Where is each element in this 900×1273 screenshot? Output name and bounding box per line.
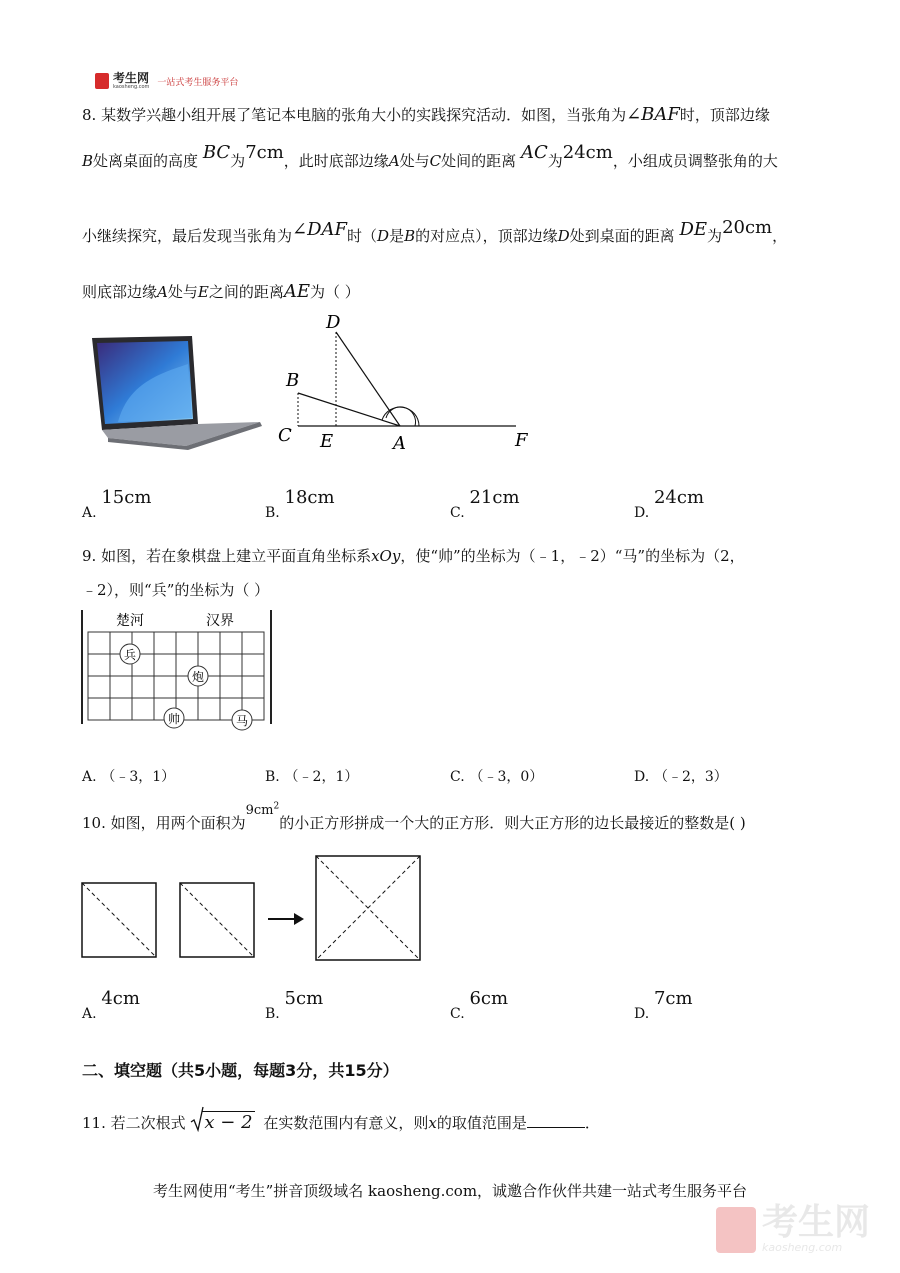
option-label: D.: [634, 505, 650, 521]
header-logo: [95, 72, 238, 90]
label-b: B: [286, 370, 300, 391]
sqrt-expression: [190, 1112, 254, 1134]
segment-ab: [298, 393, 400, 426]
q10-area: [246, 803, 280, 818]
label-c: C: [278, 425, 292, 446]
q10-option-b[interactable]: [265, 988, 324, 1022]
q8-var: BC: [202, 142, 231, 163]
angle-figure: [272, 308, 542, 458]
page-footer: 考生网使用“考生”拼音顶级域名 kaosheng.com，诚邀合作伙伴共建一站式考生服务平台: [152, 1182, 748, 1200]
q8-text: 之间的距离: [208, 283, 284, 301]
q8-value: 24cm: [562, 142, 613, 163]
section-number: 5: [194, 1061, 206, 1080]
option-value: 5cm: [284, 988, 324, 1009]
option-value: 21cm: [469, 487, 520, 508]
q8-text: 8. 某数学兴趣小组开展了笔记本电脑的张角大小的实践探究活动．如图，当张角为: [82, 106, 627, 124]
q8-var: AE: [283, 281, 310, 302]
watermark-sub: kaosheng.com: [762, 1241, 843, 1254]
q8-text: 时，顶部边缘: [679, 106, 770, 124]
river-left-label: 楚河: [116, 613, 144, 629]
piece-bing-label: 兵: [123, 648, 137, 662]
q11-var: x: [428, 1114, 437, 1132]
q9-line2: ﹣2），则“兵”的坐标为（ ）: [82, 581, 270, 599]
option-value: （﹣3，1）: [101, 769, 176, 785]
q8-line4: [82, 281, 360, 303]
q9-option-b[interactable]: [265, 766, 358, 786]
q10-area-exponent: 2: [273, 801, 280, 812]
option-label: A.: [82, 505, 97, 521]
q8-option-d[interactable]: [634, 487, 705, 521]
section-number: 15: [344, 1061, 367, 1080]
option-label: A.: [82, 769, 97, 785]
q10-option-d[interactable]: [634, 988, 693, 1022]
section-number: 3: [285, 1061, 297, 1080]
q9-option-a[interactable]: [82, 766, 175, 786]
q11-line: [82, 1112, 600, 1134]
q8-value: 7cm: [245, 142, 284, 163]
option-label: C.: [450, 1006, 465, 1022]
squares-figure: [80, 852, 425, 964]
laptop-illustration: [88, 334, 268, 450]
q9-option-c[interactable]: [450, 766, 543, 786]
q8-text: 的对应点），顶部边缘: [415, 227, 558, 245]
logo-text: 考生网: [113, 71, 150, 85]
q9-text: ，使“帅”的坐标为（﹣1，﹣2）“马”的坐标为（2，: [400, 547, 745, 565]
q8-text: 时（: [347, 227, 378, 245]
q8-option-b[interactable]: [265, 487, 335, 521]
q8-text: 处与: [167, 283, 198, 301]
section-text: 小题，每题: [205, 1061, 286, 1080]
q8-text: ，小组成员调整张角的大: [612, 152, 778, 170]
option-label: A.: [82, 1006, 97, 1022]
piece-pao-label: 炮: [191, 670, 205, 684]
option-label: D.: [634, 769, 650, 785]
q9-line1: [82, 547, 745, 565]
option-value: 7cm: [653, 988, 693, 1009]
logo-tagline: 一站式考生服务平台: [157, 77, 239, 88]
q8-text: ，此时底部边缘: [283, 152, 389, 170]
label-f: F: [515, 430, 528, 451]
q11-text: 的取值范围是: [436, 1114, 527, 1132]
q8-var: D: [377, 227, 390, 245]
q8-text: 为: [707, 227, 723, 245]
q8-text: 为（ ）: [309, 283, 360, 301]
section-text: 分）: [366, 1061, 399, 1080]
q8-var: AC: [520, 142, 548, 163]
q8-text: 为: [547, 152, 563, 170]
q8-line3: [82, 217, 788, 247]
option-value: 15cm: [101, 487, 152, 508]
q8-text: 处到桌面的距离: [569, 227, 675, 245]
option-value: （﹣2，1）: [284, 769, 359, 785]
river-right-label: 汉界: [206, 613, 234, 629]
angle-arc-outer: [382, 407, 419, 426]
arrow-right-icon: [294, 913, 304, 925]
option-label: C.: [450, 769, 465, 785]
label-d: D: [326, 312, 341, 333]
q8-line2: [82, 142, 778, 172]
q8-option-c[interactable]: [450, 487, 520, 521]
option-label: B.: [265, 1006, 280, 1022]
watermark: [716, 1202, 871, 1254]
option-value: 6cm: [469, 988, 509, 1009]
q8-text: 为: [230, 152, 246, 170]
q10-option-a[interactable]: [82, 988, 140, 1022]
option-value: 24cm: [653, 487, 705, 508]
watermark-logo-icon: [716, 1207, 756, 1253]
section-text: 分，共: [296, 1061, 345, 1080]
small-square-1-diagonal: [82, 883, 156, 957]
q9-option-d[interactable]: [634, 766, 728, 786]
q8-var: D: [557, 227, 570, 245]
q11-text: 在实数范围内有意义，则: [263, 1114, 429, 1132]
q9-var: xOy: [371, 547, 401, 565]
segment-ad: [336, 332, 400, 426]
q10-option-c[interactable]: [450, 988, 509, 1022]
q8-text: 是: [389, 227, 405, 245]
option-label: B.: [265, 505, 280, 521]
option-value: 18cm: [284, 487, 335, 508]
option-value: 4cm: [101, 988, 140, 1009]
answer-blank[interactable]: [527, 1115, 585, 1128]
q10-text: 10. 如图，用两个面积为: [82, 814, 246, 832]
piece-ma-label: 马: [235, 714, 249, 728]
small-square-2-diagonal: [180, 883, 254, 957]
option-label: D.: [634, 1006, 650, 1022]
board-grid: [88, 632, 264, 720]
q8-var: E: [197, 283, 209, 301]
q11-text: ．: [584, 1114, 600, 1132]
q8-text: 则底部边缘: [82, 283, 158, 301]
option-value: （﹣3，0）: [469, 769, 544, 785]
q11-text: 11. 若二次根式: [82, 1114, 186, 1132]
q9-text: 9. 如图，若在象棋盘上建立平面直角坐标系: [82, 547, 372, 565]
option-value: （﹣2，3）: [653, 769, 728, 785]
angle-baf: ∠BAF: [626, 104, 680, 125]
option-label: B.: [265, 769, 280, 785]
chess-board: [80, 608, 276, 732]
label-a: A: [393, 433, 406, 454]
radicand: x − 2: [204, 1112, 253, 1133]
q10-line: [82, 801, 746, 833]
q10-area-value: 9cm: [245, 803, 274, 818]
q8-var: DE: [679, 219, 708, 240]
q8-option-a[interactable]: [82, 487, 152, 521]
q8-line1: [82, 104, 770, 126]
q8-var: C: [429, 152, 442, 170]
q8-text: ，: [772, 227, 788, 245]
piece-shuai-label: 帅: [167, 712, 181, 726]
section-text: 二、填空题（共: [82, 1061, 195, 1080]
q8-var: B: [404, 227, 416, 245]
q8-value: 20cm: [722, 217, 773, 238]
q8-text: 处与: [399, 152, 430, 170]
q8-var: A: [157, 283, 168, 301]
q8-text: 处间的距离: [441, 152, 517, 170]
watermark-text: 考生网: [762, 1202, 871, 1243]
label-e: E: [320, 431, 334, 452]
q8-var: B: [82, 152, 94, 170]
q10-text: 的小正方形拼成一个大的正方形．则大正方形的边长最接近的整数是( ): [279, 814, 746, 832]
kaosheng-logo-icon: [95, 73, 109, 89]
logo-sub: kaosheng.com: [113, 84, 150, 90]
sqrt-icon: [190, 1106, 204, 1132]
angle-daf: ∠DAF: [292, 219, 348, 240]
option-label: C.: [450, 505, 465, 521]
q8-text: 小继续探究，最后发现当张角为: [82, 227, 293, 245]
section-heading: [82, 1058, 399, 1081]
q8-text: 处离桌面的高度: [93, 152, 199, 170]
q8-var: A: [388, 152, 400, 170]
